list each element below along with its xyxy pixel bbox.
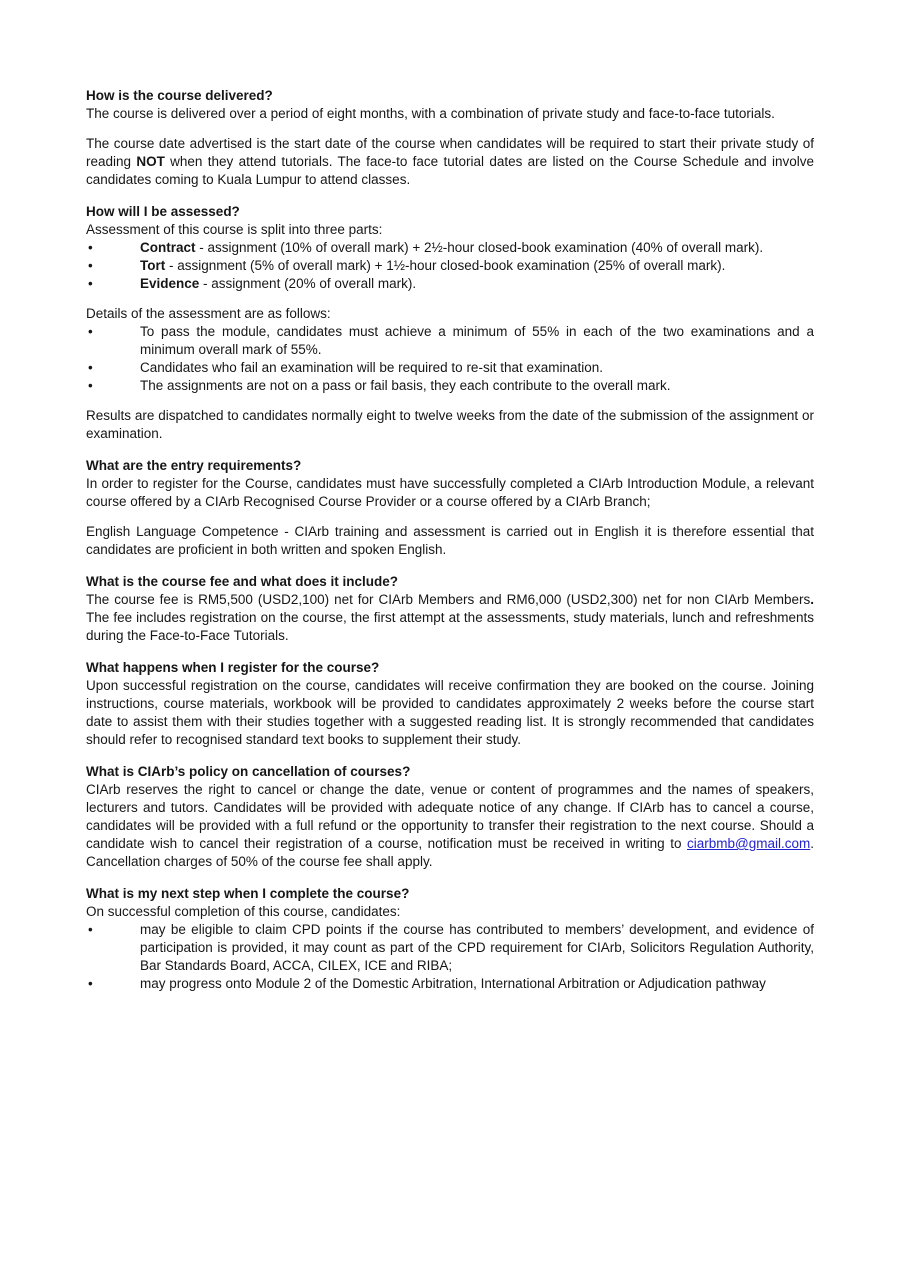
section-entry-requirements	[86, 457, 814, 559]
bullet-text	[140, 239, 814, 257]
bullet-text: Candidates who fail an examination will be required to re-sit that examination.	[140, 360, 604, 375]
paragraph: In order to register for the Course, candidates must have successfully completed a CIArb Introduction Module, a relevant course offered by a CIArb Recognised Course Provider or a course offered by a CIArb Branch;	[86, 476, 814, 509]
section-heading: What are the entry requirements?	[86, 458, 302, 473]
paragraph	[86, 135, 814, 189]
text-run: . Cancellation charges of 50% of the course fee shall apply.	[86, 836, 814, 869]
bullet-glyph: •	[88, 258, 93, 273]
next-step-list	[86, 921, 814, 993]
section-heading: What happens when I register for the course?	[86, 660, 380, 675]
bullet-text	[140, 275, 814, 293]
bullet-item	[86, 975, 814, 993]
section-how-delivered	[86, 87, 814, 189]
bold-term: Contract	[140, 240, 196, 255]
bullet-text: may progress onto Module 2 of the Domestic Arbitration, International Arbitration or Adjudication pathway	[140, 976, 766, 991]
section-heading: How will I be assessed?	[86, 204, 240, 219]
bullet-glyph: •	[88, 276, 93, 291]
bullet-item	[86, 377, 814, 395]
paragraph: English Language Competence - CIArb training and assessment is carried out in English it is therefore essential that candidates are proficient in both written and spoken English.	[86, 524, 814, 557]
assessment-parts-list	[86, 239, 814, 293]
section-heading: What is CIArb’s policy on cancellation of courses?	[86, 764, 411, 779]
bold-text: NOT	[136, 154, 165, 169]
section-heading: What is my next step when I complete the course?	[86, 886, 410, 901]
section-assessment	[86, 203, 814, 443]
paragraph: Details of the assessment are as follows:	[86, 306, 331, 321]
text-run: - assignment (20% of overall mark).	[199, 276, 417, 291]
bullet-text: may be eligible to claim CPD points if the course has contributed to members’ development, and evidence of participation is provided, it may count as part of the CPD requirement for CIArb, Solicitors Regulation Authority, Bar Standards Board, ACCA, CILEX, ICE and RIBA;	[140, 922, 814, 973]
paragraph: On successful completion of this course, candidates:	[86, 904, 401, 919]
bold-term: Tort	[140, 258, 166, 273]
text-run: The course fee is RM5,500 (USD2,100) net for CIArb Members and RM6,000 (USD2,300) net for non CIArb Members	[86, 592, 811, 607]
section-cancellation-policy	[86, 763, 814, 871]
paragraph	[86, 781, 814, 871]
bullet-item	[86, 921, 814, 975]
paragraph: Upon successful registration on the course, candidates will receive confirmation they are booked on the course. Joining instructions, course materials, workbook will be provided to candidates approximately 2 weeks before the course start date to assist them with their studies together with a suggested reading list. It is strongly recommended that candidates should refer to recognised standard text books to supplement their study.	[86, 678, 814, 747]
section-next-step	[86, 885, 814, 993]
bullet-glyph: •	[88, 324, 93, 339]
text-run: - assignment (5% of overall mark) + 1½-hour closed-book examination (25% of overall mark).	[165, 258, 726, 273]
bullet-glyph: •	[88, 360, 93, 375]
bullet-item	[86, 275, 814, 293]
paragraph: Assessment of this course is split into three parts:	[86, 222, 383, 237]
section-course-fee	[86, 573, 814, 645]
paragraph: Results are dispatched to candidates normally eight to twelve weeks from the date of the submission of the assignment or examination.	[86, 408, 814, 441]
bullet-text: To pass the module, candidates must achieve a minimum of 55% in each of the two examinations and a minimum overall mark of 55%.	[140, 324, 814, 357]
email-link[interactable]: ciarbmb@gmail.com	[687, 836, 811, 851]
bullet-item	[86, 323, 814, 359]
text-run: - assignment (10% of overall mark) + 2½-hour closed-book examination (40% of overall mark).	[195, 240, 764, 255]
bullet-glyph: •	[88, 922, 93, 937]
bold-text: .	[810, 592, 814, 607]
paragraph: The course is delivered over a period of eight months, with a combination of private study and face-to-face tutorials.	[86, 106, 775, 121]
bullet-glyph: •	[88, 240, 93, 255]
bold-term: Evidence	[140, 276, 200, 291]
text-run: The course date advertised is the start date of the course when candidates will be required to start their private study of reading	[86, 136, 814, 169]
bullet-item	[86, 239, 814, 257]
bullet-glyph: •	[88, 976, 93, 991]
bullet-text: The assignments are not on a pass or fail basis, they each contribute to the overall mark.	[140, 378, 671, 393]
bullet-item	[86, 257, 814, 275]
section-heading: How is the course delivered?	[86, 88, 273, 103]
paragraph	[86, 591, 814, 645]
text-run: CIArb reserves the right to cancel or change the date, venue or content of programmes and the names of speakers, lecturers and tutors. Candidates will be provided with adequate notice of any change. If CIArb has to cancel a course, candidates will be provided with a full refund or the opportunity to transfer their registration to the next course. Should a candidate wish to cancel their registration of a course, notification must be received in writing to	[86, 782, 814, 851]
section-registration	[86, 659, 814, 749]
text-run: when they attend tutorials. The face-to face tutorial dates are listed on the Course Schedule and involve candidates coming to Kuala Lumpur to attend classes.	[86, 154, 814, 187]
bullet-glyph: •	[88, 378, 93, 393]
bullet-item	[86, 359, 814, 377]
section-heading: What is the course fee and what does it include?	[86, 574, 399, 589]
text-run: The fee includes registration on the course, the first attempt at the assessments, study materials, lunch and refreshments during the Face-to-Face Tutorials.	[86, 610, 814, 643]
assessment-details-list	[86, 323, 814, 395]
bullet-text	[140, 257, 814, 275]
